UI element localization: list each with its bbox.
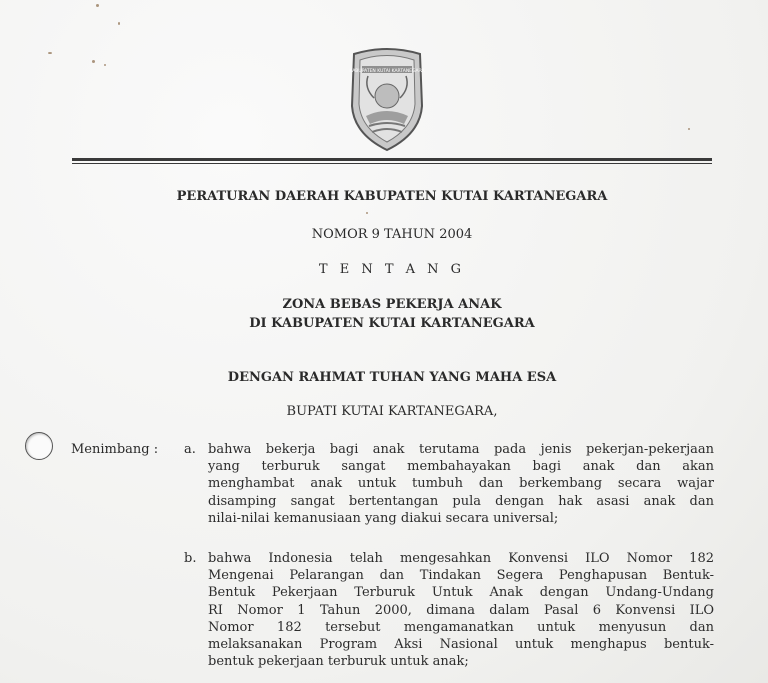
text-line: Nomor 182 tersebut mengamanatkan untuk menyusun dan [208, 619, 714, 635]
text-line: disamping sangat bertentangan pula dengan hak asasi anak dan [208, 493, 714, 509]
paper-speck [366, 212, 368, 214]
emblem-icon [344, 46, 430, 152]
item-marker-b: b. [184, 551, 197, 566]
paper-speck [118, 22, 120, 25]
paper-speck [96, 4, 99, 7]
svg-text:KABUPATEN KUTAI KARTANEGARA: KABUPATEN KUTAI KARTANEGARA [349, 69, 425, 74]
item-marker-a: a. [184, 442, 196, 457]
paper-speck [688, 128, 690, 130]
paper-speck [92, 60, 95, 63]
regent-line: BUPATI KUTAI KARTANEGARA, [286, 404, 498, 419]
text-line: melaksanakan Program Aksi Nasional untuk menghapus bentuk- [208, 636, 714, 652]
considering-label: Menimbang : [71, 442, 159, 457]
subject-line-2: DI KABUPATEN KUTAI KARTANEGARA [249, 316, 535, 331]
paper-speck [48, 52, 52, 54]
punch-hole [25, 432, 53, 460]
text-line: bahwa Indonesia telah mengesahkan Konvensi ILO Nomor 182 [208, 551, 714, 566]
text-line: Bentuk Pekerjaan Terburuk Untuk Anak dengan Undang-Undang [208, 585, 714, 601]
considering-item-a [208, 441, 714, 527]
text-line: yang terburuk sangat membahayakan bagi anak dan akan [208, 459, 714, 475]
text-line: bentuk pekerjaan terburuk untuk anak; [208, 654, 469, 670]
about-heading: T E N T A N G [318, 262, 466, 277]
considering-item-b [208, 550, 714, 670]
header-rule-thick [72, 158, 712, 161]
text-line: Mengenai Pelarangan dan Tindakan Segera Penghapusan Bentuk- [208, 568, 714, 584]
subject-line-1: ZONA BEBAS PEKERJA ANAK [282, 297, 502, 312]
text-line: RI Nomor 1 Tahun 2000, dimana dalam Pasal 6 Konvensi ILO [208, 602, 714, 618]
invocation: DENGAN RAHMAT TUHAN YANG MAHA ESA [227, 370, 557, 385]
regulation-number: NOMOR 9 TAHUN 2004 [311, 227, 473, 242]
regulation-title: PERATURAN DAERAH KABUPATEN KUTAI KARTANEGARA [176, 189, 608, 204]
header-rule-thin [72, 163, 712, 164]
text-line: menghambat anak untuk tumbuh dan berkembang secara wajar [208, 476, 714, 492]
text-line: bahwa bekerja bagi anak terutama pada jenis pekerjan-pekerjaan [208, 442, 714, 457]
text-line: nilai-nilai kemanusiaan yang diakui secara universal; [208, 510, 559, 526]
paper-speck [104, 64, 106, 66]
